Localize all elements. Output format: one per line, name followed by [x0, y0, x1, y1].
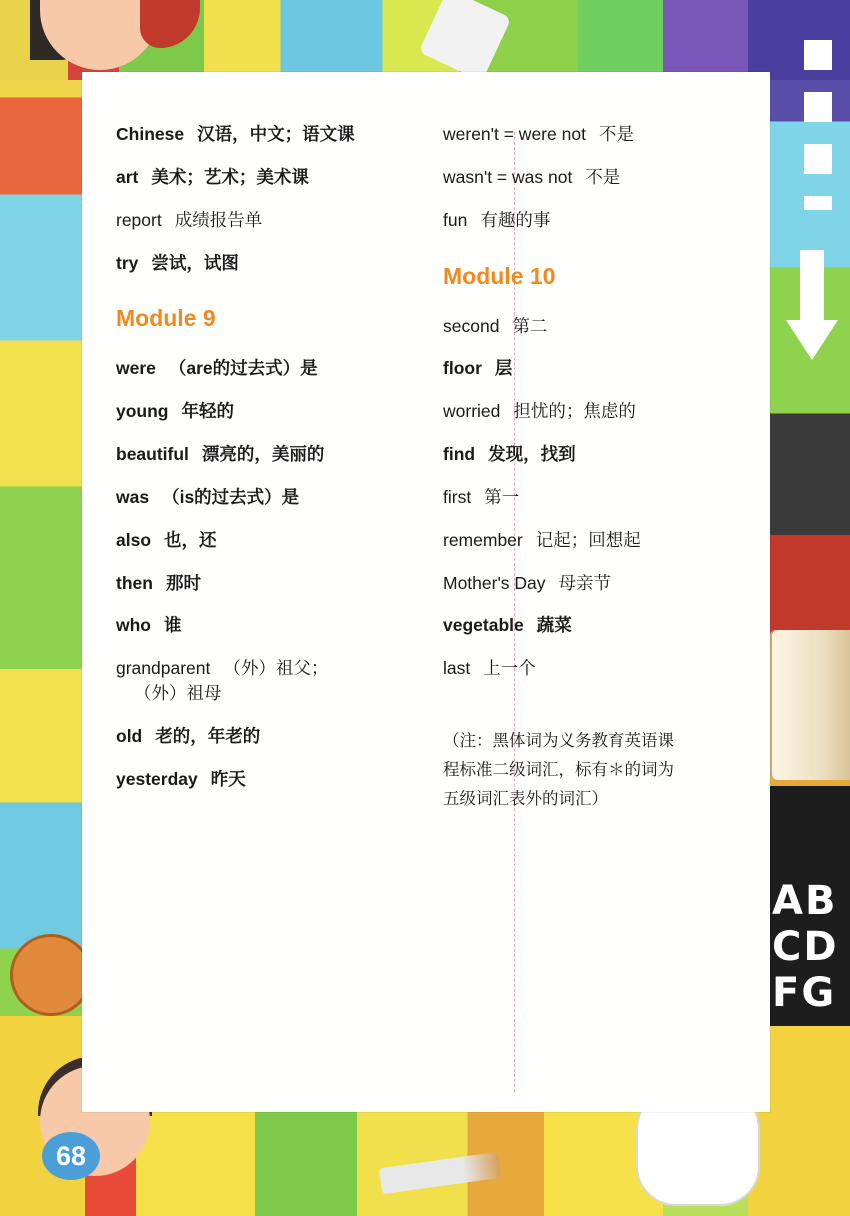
word-entry: [116, 724, 413, 749]
word-meaning: 不是: [585, 166, 621, 187]
content-sheet: [82, 72, 770, 1112]
word-list-columns: [116, 122, 740, 814]
word-entry: [443, 314, 740, 339]
word-term: was: [116, 486, 150, 507]
word-term: last: [443, 658, 471, 679]
word-meaning: 第二: [512, 315, 548, 336]
word-meaning: 上一个: [483, 658, 536, 679]
word-entry: [443, 613, 740, 638]
footnote-line-3: 五级词汇表外的词汇）: [443, 789, 608, 808]
word-meaning: （is的过去式）是: [162, 486, 300, 507]
word-term: also: [116, 529, 152, 550]
word-meaning: 汉语，中文；语文课: [197, 124, 355, 144]
word-meaning: （are的过去式）是: [168, 358, 318, 379]
word-term: wasn't = was not: [443, 166, 573, 187]
footnote-line-2: 程标准二级词汇，标有＊的词为: [443, 761, 674, 779]
arrow-icon: [786, 320, 838, 360]
open-book-illustration: [770, 630, 850, 780]
word-meaning: 第一: [484, 486, 520, 507]
word-term: floor: [443, 358, 482, 379]
word-entry: [116, 571, 413, 596]
word-meaning: （外）祖父；: [223, 658, 329, 679]
word-entry: [116, 356, 413, 381]
word-entry: [443, 656, 740, 681]
word-term: find: [443, 444, 476, 465]
word-entry: [116, 251, 413, 276]
arrow-stem-decoration: [800, 250, 824, 328]
word-term: art: [116, 166, 139, 187]
word-term: then: [116, 572, 153, 593]
left-column: [116, 122, 413, 814]
word-meaning: 记起；回想起: [535, 529, 641, 550]
word-entry: [443, 399, 740, 424]
word-meaning: 也，还: [164, 529, 217, 550]
word-meaning: 蔬菜: [536, 615, 572, 636]
word-term: try: [116, 252, 139, 273]
word-entry: [443, 485, 740, 510]
word-term: vegetable: [443, 615, 524, 636]
word-term: grandparent: [116, 658, 211, 679]
word-entry: [116, 613, 413, 638]
word-entry: [116, 399, 413, 424]
page-number: 68: [42, 1132, 100, 1180]
word-meaning: 老的，年老的: [155, 725, 261, 746]
word-meaning: 美术；艺术；美术课: [151, 166, 309, 187]
word-term: Chinese: [116, 124, 185, 144]
word-term: report: [116, 209, 162, 230]
word-meaning: 那时: [165, 572, 201, 593]
word-meaning: 昨天: [210, 768, 246, 789]
word-entry: [116, 122, 413, 147]
word-term: fun: [443, 209, 468, 230]
word-entry: [116, 656, 413, 706]
word-meaning: 尝试，试图: [151, 252, 239, 273]
word-meaning: 漂亮的，美丽的: [201, 444, 325, 465]
word-term: remember: [443, 529, 523, 550]
word-entry: [443, 442, 740, 467]
word-term: first: [443, 486, 472, 507]
word-entry: [116, 208, 413, 233]
module-heading: Module 10: [443, 262, 556, 289]
word-entry: [116, 767, 413, 792]
word-term: worried: [443, 401, 501, 422]
word-entry: [116, 528, 413, 553]
word-entry: [443, 122, 740, 147]
word-meaning: 担忧的；焦虑的: [513, 401, 636, 422]
word-term: weren't = were not: [443, 124, 586, 144]
word-meaning-continued: （外）祖母: [134, 683, 222, 704]
word-entry: [443, 571, 740, 596]
word-term: young: [116, 401, 169, 422]
dashed-stripe-decoration: [804, 40, 832, 210]
word-term: Mother's Day: [443, 572, 546, 593]
word-meaning: 母亲节: [558, 572, 612, 593]
right-column: [443, 122, 740, 814]
basketball-illustration: [10, 934, 92, 1016]
footnote-line-1: （注：黑体词为义务教育英语课: [443, 732, 674, 751]
word-meaning: 年轻的: [181, 401, 234, 422]
module-heading: Module 9: [116, 305, 216, 332]
word-meaning: 层: [494, 358, 513, 379]
word-meaning: 有趣的事: [480, 209, 551, 230]
word-meaning: 不是: [598, 124, 634, 144]
word-term: old: [116, 725, 143, 746]
word-meaning: 谁: [164, 615, 182, 636]
word-term: yesterday: [116, 768, 198, 789]
word-term: second: [443, 315, 500, 336]
word-term: beautiful: [116, 444, 189, 465]
word-entry: [116, 442, 413, 467]
word-entry: [443, 208, 740, 233]
word-entry: [116, 485, 413, 510]
word-entry: [116, 165, 413, 190]
word-entry: [443, 528, 740, 553]
blackboard-letters: AB CD FG: [772, 878, 839, 1016]
word-meaning: 成绩报告单: [174, 209, 263, 230]
word-term: were: [116, 358, 156, 379]
word-meaning: 发现，找到: [488, 444, 576, 465]
word-term: who: [116, 615, 151, 636]
footnote: [443, 727, 740, 814]
word-entry: [443, 356, 740, 381]
word-entry: [443, 165, 740, 190]
